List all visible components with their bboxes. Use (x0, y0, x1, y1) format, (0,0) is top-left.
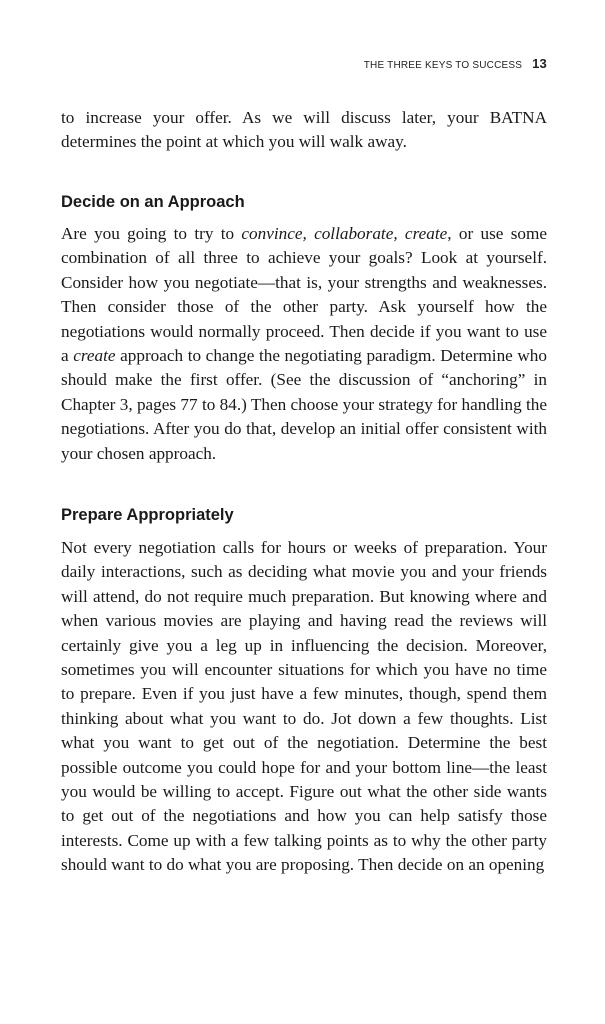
approach-text-a: Are you going to try to (61, 224, 242, 243)
approach-italic-b: create (73, 346, 116, 366)
paragraph-approach (61, 222, 547, 466)
paragraph-prepare: Not every negotiation calls for hours or weeks of preparation. Your daily interactions, such as deciding what movie you and your friends will attend, do not require much preparation. But knowing where and when various movies are playing and having read the reviews will certainly give you a leg up in influencing the decision. Moreover, sometimes you will encounter situations for which you have no time to prepare. Even if you just have a few minutes, though, spend them thinking about what you want to do. Jot down a few thoughts. List what you want to get out of the negotiation. Determine the best possible outcome you could hope for and your bottom line—the least you would be willing to accept. Figure out what the other side wants to get out of the negotiations and how you can help satisfy those interests. Come up with a few talking points as to why the other party should want to do what you are proposing. Then decide on an opening (61, 538, 547, 875)
running-head-title: THE THREE KEYS TO SUCCESS (363, 60, 523, 71)
paragraph-continuation: to increase your offer. As we will discuss later, your BATNA determines the point at which you will walk away. (61, 108, 547, 152)
running-head (364, 56, 547, 71)
approach-italic-a: convince, collaborate, create (241, 224, 448, 243)
page-number: 13 (532, 56, 547, 71)
section-heading-approach: Decide on an Approach (61, 193, 245, 211)
approach-text-b: , or use some combination of all three to achieve your goals? Look at yourself. Consider how you negotiate—that is, your strengths and weaknesses. Then consider those of the other party. Ask yourself how the negotiations would normally proceed. Then decide if you want to use a (61, 224, 547, 366)
section-heading-prepare: Prepare Appropriately (61, 506, 234, 524)
approach-text-c: approach to change the negotiating paradigm. Determine who should make the first offer. (See the discussion of “anchoring” in Chapter 3, pages 77 to 84.) Then choose your strategy for handling the negotiations. After you do that, develop an initial offer consistent with your chosen approach. (61, 346, 547, 463)
